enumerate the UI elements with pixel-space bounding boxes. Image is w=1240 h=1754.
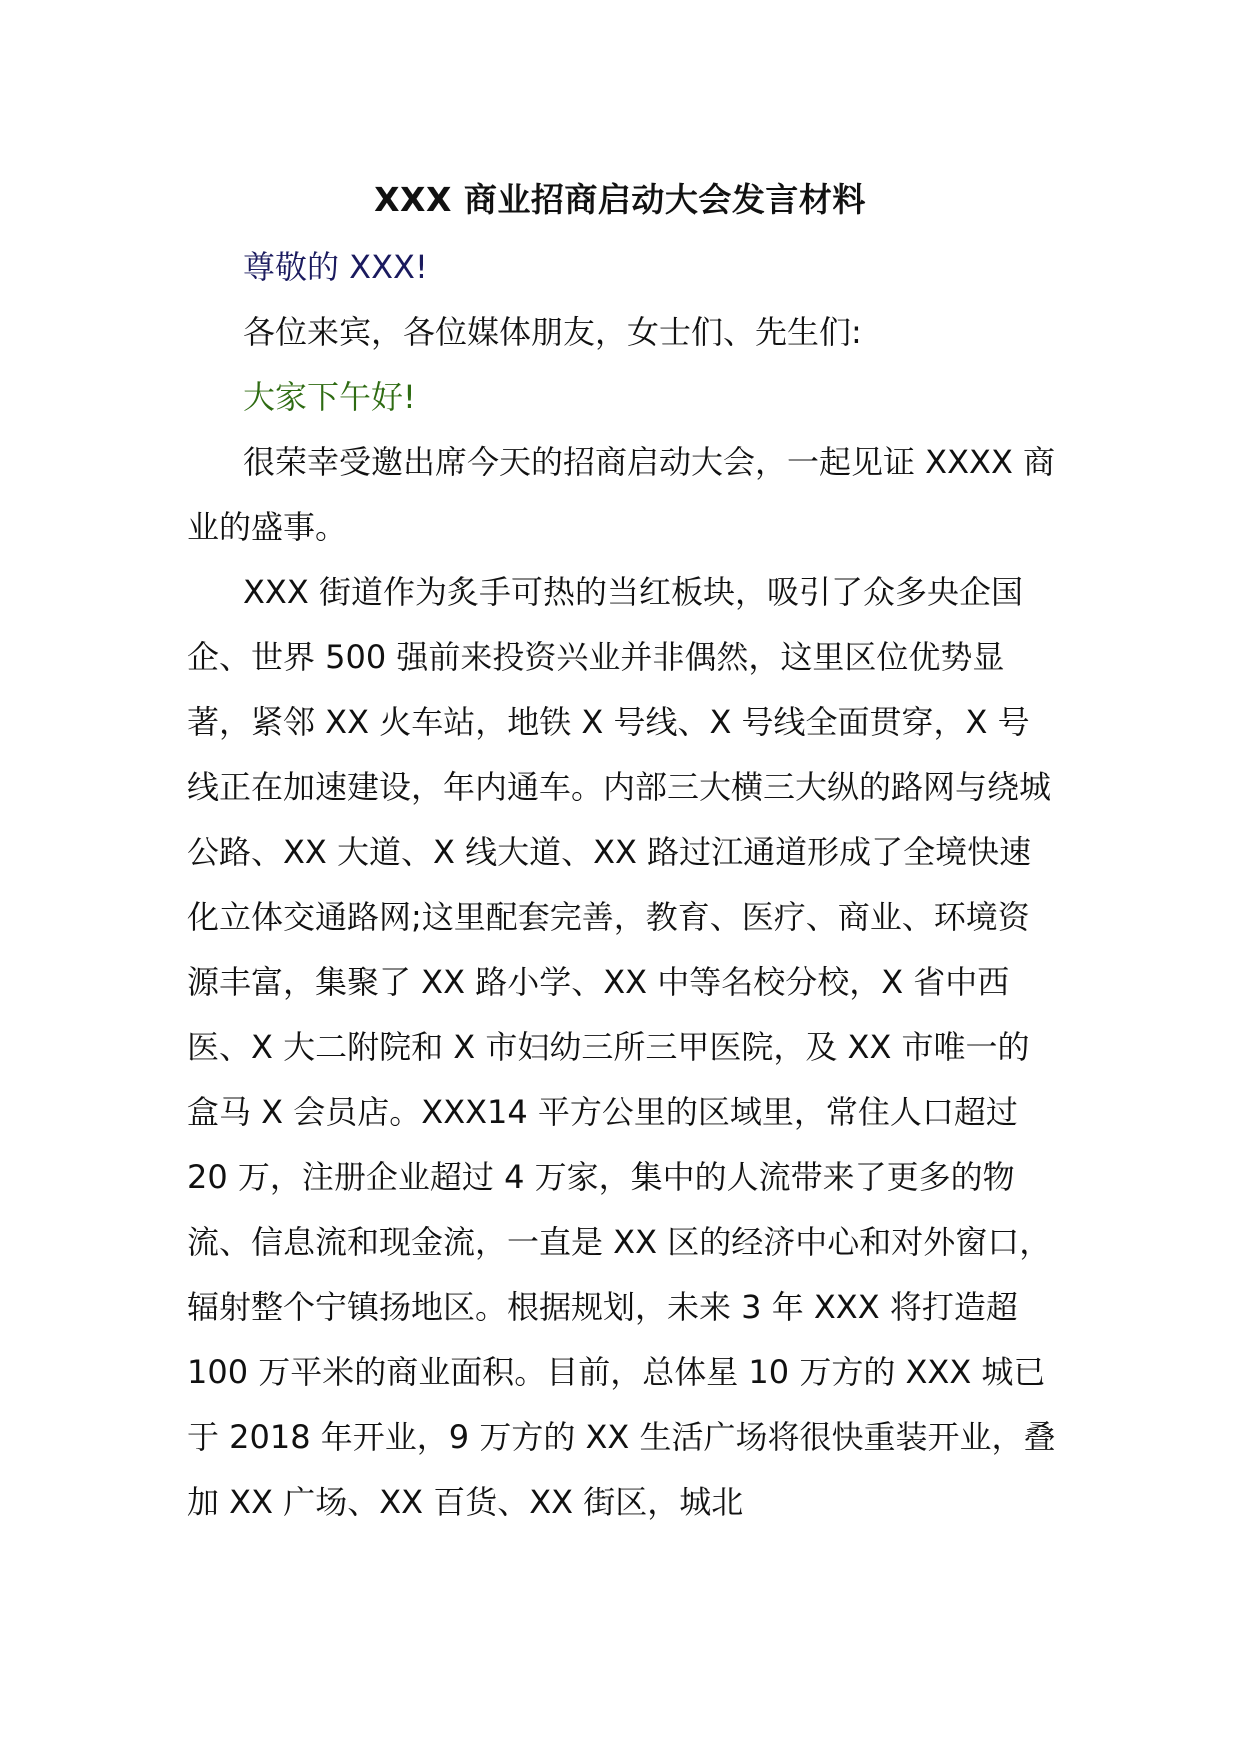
document-title: XXX 商业招商启动大会发言材料 xyxy=(374,180,866,219)
body-paragraph: 很荣幸受邀出席今天的招商启动大会，一起见证 XXXX 商业的盛事。 xyxy=(187,443,1056,546)
salutation-line: 尊敬的 XXX! xyxy=(243,248,428,286)
audience-greeting-line: 各位来宾，各位媒体朋友，女士们、先生们: xyxy=(243,313,862,351)
document-body xyxy=(187,235,1057,1535)
body-paragraph: XXX 街道作为炙手可热的当红板块，吸引了众多央企国企、世界 500 强前来投资兴业并非偶然，这里区位优势显著，紧邻 XX 火车站，地铁 X 号线、X 号线全面贯穿，X 号线正在加速建设，年内通车。内部三大横三大纵的路网与绕城公路、XX 大道、X 线大道、XX 路过江通道形成了全境快速化立体交通路网;这里配套完善，教育、医疗、商业、环境资源丰富，集聚了 XX 路小学、XX 中等名校分校，X 省中西医、X 大二附院和 X 市妇幼三所三甲医院，及 XX 市唯一的盒马 X 会员店。XXX14 平方公里的区域里，常住人口超过 20 万，注册企业超过 4 万家，集中的人流带来了更多的物流、信息流和现金流，一直是 XX 区的经济中心和对外窗口，辐射整个宁镇扬地区。根据规划，未来 3 年 XXX 将打造超 100 万平米的商业面积。目前，总体星 10 万方的 XXX 城已于 2018 年开业，9 万方的 XX 生活广场将很快重装开业，叠加 XX 广场、XX 百货、XX 街区，城北 xyxy=(187,573,1056,1521)
afternoon-greeting-line: 大家下午好! xyxy=(243,378,416,416)
